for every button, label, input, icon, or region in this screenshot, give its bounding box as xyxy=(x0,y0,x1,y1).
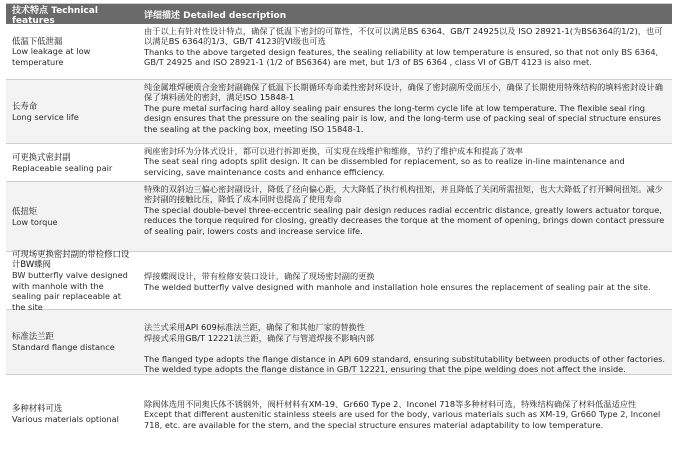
table-row xyxy=(6,182,672,252)
table-row xyxy=(6,24,672,80)
description-zh: 纯金属堆焊硬质合金密封副确保了低温下长期循环寿命柔性密封环设计，确保了密封副所受面压小，确保了长期使用特殊结构的填料密封设计确保了填料函处的密封，满足ISO 15848-1 xyxy=(144,82,663,103)
feature-cell xyxy=(6,310,138,374)
feature-en: Standard flange distance xyxy=(12,342,115,352)
table-row xyxy=(6,248,672,312)
description-cell xyxy=(138,252,672,309)
description-zh: 焊接蝶阀设计，带有检修安装口设计，确保了现场密封副的更换 xyxy=(144,271,375,282)
feature-zh: 标准法兰距 xyxy=(12,331,54,342)
description-en: The welded butterfly valve designed with manhole and installation hole ensures the replacement of sealing pair at the site. xyxy=(144,281,651,292)
description-zh: 法兰式采用API 609标准法兰距，确保了和其他厂家的替换性 焊接式采用GB/T 12221法兰距，确保了与管道焊接不影响内部 xyxy=(144,322,375,343)
feature-zh: 多种材料可选 xyxy=(12,402,63,413)
header-description: 详细描述 Detailed description xyxy=(144,10,287,21)
description-en: Thanks to the above targeted design features, the sealing reliability at low temperature is ensured, so that not only BS 6364, GB/T 24925 and ISO 28921-1 (1/2 of BS6364) are met, but 1/3 of BS 6364 , class VI of GB/T 4123 is also met. xyxy=(144,46,659,68)
table-row xyxy=(6,80,672,144)
description-cell xyxy=(138,182,672,251)
feature-cell xyxy=(6,248,138,312)
feature-en: Replaceable sealing pair xyxy=(12,162,113,173)
feature-cell xyxy=(6,375,138,452)
table-header xyxy=(6,4,672,24)
description-en: The flanged type adopts the flange distance in API 609 standard, ensuring substitutability between products of other factories. The welded type adopts the flange distance in GB/T 12221, ensuring that the pipe welding does not affect the inside. xyxy=(144,353,665,375)
feature-cell xyxy=(6,80,138,143)
description-en: The seat seal ring adopts split design. It can be dissembled for replacement, so as to realize in-line maintenance and servicing, save maintenance costs and enhance efficiency. xyxy=(144,156,625,177)
description-cell xyxy=(138,144,672,181)
description-cell xyxy=(138,375,672,452)
description-zh: 特殊的双斜边三偏心密封副设计，降低了径向偏心距，大大降低了执行机构扭矩，并且降低了关闭所需扭矩，也大大降低了打开瞬间扭矩。减少密封副的接触比压，降低了成本同时也提高了使用寿命 xyxy=(144,184,663,205)
feature-cell xyxy=(6,182,138,251)
feature-zh: 长寿命 xyxy=(12,100,38,111)
feature-en: Various materials optional xyxy=(12,413,119,424)
description-cell xyxy=(138,24,672,79)
header-features: 技术特点 Technical features xyxy=(12,5,98,26)
table-row xyxy=(6,375,672,452)
description-en: The special double-bevel three-eccentric sealing pair design reduces radial eccentric distance, greatly lowers actuator torque, reduces the torque required for closing, greatly decreases the torque at the moment of opening, brings down contact pressure of sealing pair, lowers costs and increase service life. xyxy=(144,204,665,236)
feature-cell xyxy=(6,144,138,181)
description-cell xyxy=(138,310,672,374)
feature-en: Low leakage at low temperature xyxy=(12,46,91,67)
table-row xyxy=(6,144,672,182)
feature-en: Long service life xyxy=(12,111,79,122)
features-table xyxy=(6,3,672,453)
feature-zh: 低扭矩 xyxy=(12,205,38,216)
feature-en: BW butterfly valve designed with manhole with the sealing pair replaceable at the site xyxy=(12,269,128,312)
table-row xyxy=(6,310,672,375)
feature-cell xyxy=(6,24,138,79)
description-zh: 阀座密封环为分体式设计，都可以进行拆卸更换，可实现在线维护和维修，节约了维护成本和提高了效率 xyxy=(144,146,523,156)
feature-zh: 可更换式密封副 xyxy=(12,151,71,162)
feature-zh: 可现场更换密封副的带检修口设计BW蝶阀 xyxy=(12,248,130,270)
description-en: The pure metal surfacing hard alloy sealing pair ensures the long-term cycle life at low temperature. The flexible seal ring design ensures that the pressure on the sealing pair is low, and the long-term use of packing seal of special structure ensures the sealing at the packing box, meeting ISO 15848-1. xyxy=(144,102,662,134)
description-en: Except that different austenitic stainless steels are used for the body, various materials such as XM-19, Gr660 Type 2, Inconel 718, etc. are available for the stem, and the special structure ensures material adaptability to low temperature. xyxy=(144,409,661,430)
description-zh: 除阀体选用不同奥氏体不锈钢外，阀杆材料有XM-19、Gr660 Type 2、Inconel 718等多种材料可选，特殊结构确保了材料低温适应性 xyxy=(144,398,637,409)
description-zh: 由于以上有针对性设计特点，确保了低温下密封的可靠性，不仅可以满足BS 6364、GB/T 24925以及 ISO 28921-1(为BS6364的1/2)，也可以满足BS 6364的1/3、GB/T 4123的VI级也可选 xyxy=(144,26,663,47)
description-cell xyxy=(138,80,672,143)
feature-zh: 低温下低泄漏 xyxy=(12,35,63,46)
feature-en: Low torque xyxy=(12,216,58,227)
